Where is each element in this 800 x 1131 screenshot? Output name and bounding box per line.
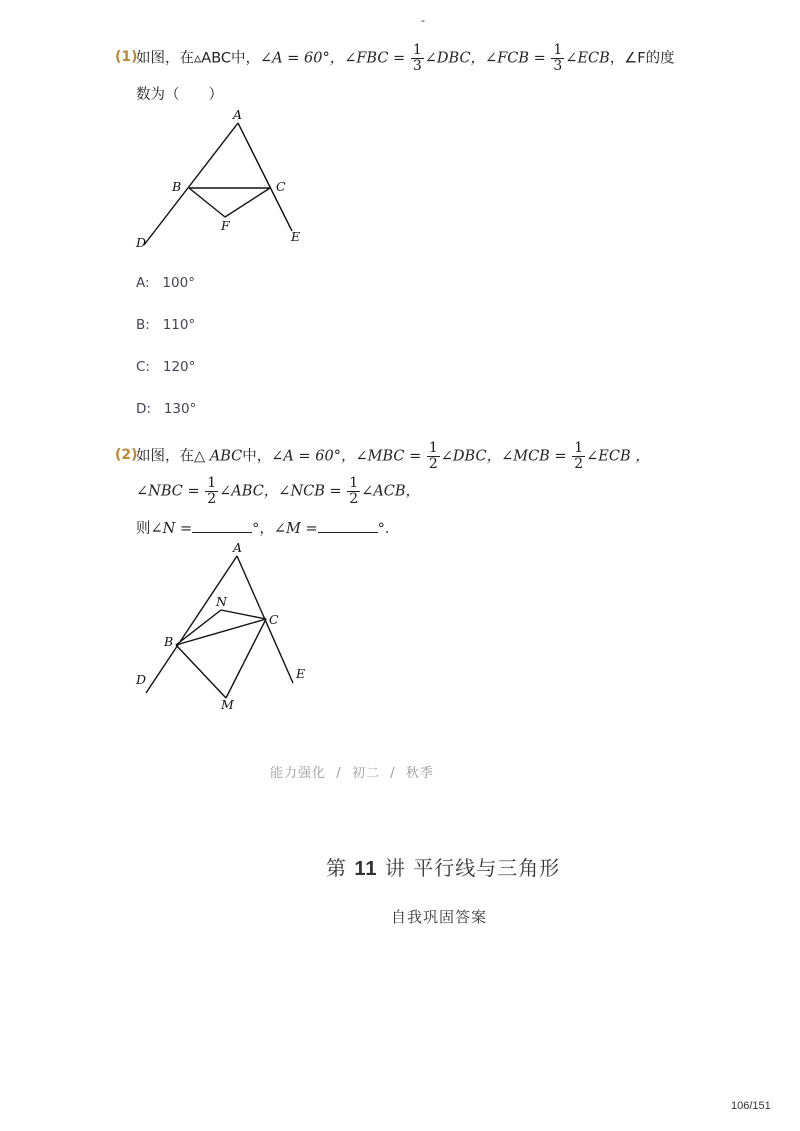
question-2-number: (2) <box>115 447 138 463</box>
label-m: M <box>221 697 234 712</box>
question-1-number: (1) <box>115 49 138 65</box>
q1-frac-2: $\frac{1}{3}$ <box>553 42 563 74</box>
q2-frac-2: $\frac{1}{2}$ <box>574 440 584 472</box>
line-a-e <box>238 123 292 231</box>
section-subtitle: 自我巩固答案 <box>391 908 488 926</box>
option-b[interactable]: B: 110° <box>136 317 196 333</box>
label-d: D <box>136 672 147 687</box>
question-2-line3: 则∠N = °，∠M = °． <box>136 518 399 539</box>
question-2-figure <box>130 538 320 718</box>
answer-blank-n[interactable] <box>192 518 252 533</box>
segment-c-f <box>225 188 270 217</box>
label-a: A <box>233 540 243 555</box>
label-b: B <box>172 179 182 194</box>
q1-suffix: ，∠F的度 <box>609 50 675 67</box>
footer-breadcrumb: 能力强化 / 初二 / 秋季 <box>270 766 434 781</box>
q2-frac-3: $\frac{1}{2}$ <box>207 475 217 507</box>
answer-blank-m[interactable] <box>318 518 378 533</box>
line-a-d <box>146 556 237 693</box>
page-number: 106/151 <box>731 1100 771 1112</box>
top-mark: - <box>421 14 425 27</box>
segment-b-f <box>189 188 225 217</box>
segment-b-m <box>176 645 226 698</box>
question-2-line2: ∠NBC = $\frac{1}{2}$ ∠ABC，∠NCB = $\frac{1}{2}$ ∠ACB， <box>136 475 421 507</box>
segment-c-n <box>221 610 266 619</box>
label-e: E <box>291 229 301 244</box>
question-1-figure <box>130 105 320 255</box>
lecture-title: 第 11 讲 平行线与三角形 <box>326 856 561 880</box>
segment-c-m <box>226 619 266 698</box>
q1-angle-a: ∠A = 60° <box>260 50 330 67</box>
option-a[interactable]: A: 100° <box>136 275 195 291</box>
q1-fcb-right: ∠ECB <box>565 50 610 67</box>
label-c: C <box>269 612 279 627</box>
option-c[interactable]: C: 120° <box>136 359 196 375</box>
question-1-line1 <box>136 43 675 74</box>
option-d[interactable]: D: 130° <box>136 401 197 417</box>
label-c: C <box>276 179 286 194</box>
segment-b-n <box>176 610 221 645</box>
segment-b-c <box>176 619 266 645</box>
label-n: N <box>216 594 227 609</box>
q1-fbc-left: ，∠FBC = <box>329 50 406 67</box>
label-f: F <box>221 218 230 233</box>
q1-fcb-left: ，∠FCB = <box>470 50 546 67</box>
q2-frac-1: $\frac{1}{2}$ <box>428 440 438 472</box>
question-2-line1: 如图，在△ ABC中，∠A = 60°，∠MBC = $\frac{1}{2}$ ∠DBC，∠MCB = $\frac{1}{2}$ ∠ECB ， <box>136 440 650 472</box>
label-a: A <box>233 107 243 122</box>
q1-fbc-right: ∠DBC <box>424 50 471 67</box>
q1-frac-1: $\frac{1}{3}$ <box>412 42 422 74</box>
label-e: E <box>296 666 306 681</box>
q2-frac-4: $\frac{1}{2}$ <box>349 475 359 507</box>
label-d: D <box>136 235 147 250</box>
q1-prefix: 如图，在▵ABC中， <box>136 50 261 67</box>
question-1-line2: 数为（ ） <box>136 87 223 103</box>
label-b: B <box>164 634 174 649</box>
